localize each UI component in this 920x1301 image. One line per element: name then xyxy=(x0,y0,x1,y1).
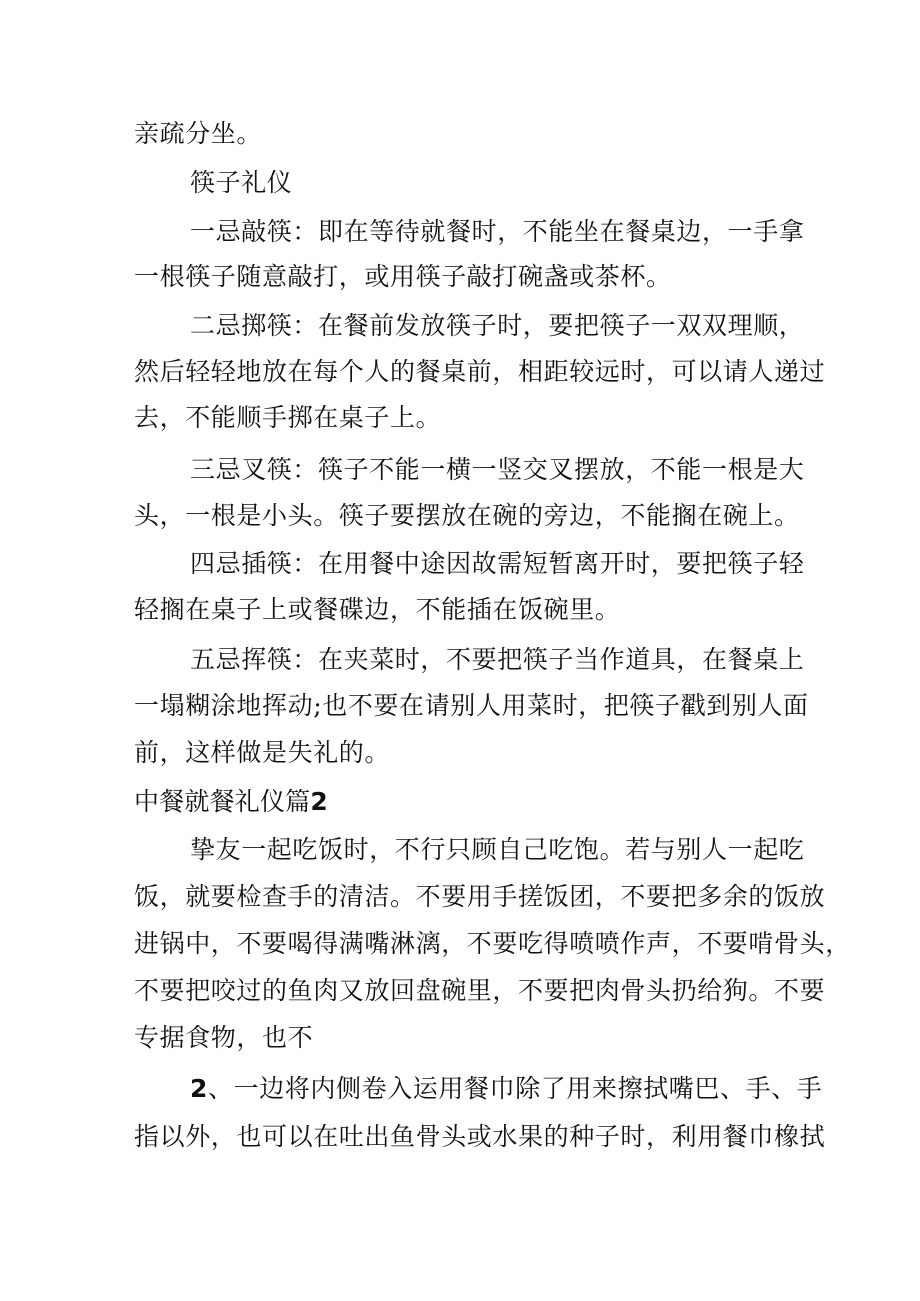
section-heading-number: 2 xyxy=(310,787,329,816)
text-line: 一根筷子随意敲打，或用筷子敲打碗盏或茶杯。 xyxy=(134,262,672,291)
text-line: 四忌插筷：在用餐中途因故需短暂离开时，要把筷子轻 xyxy=(190,549,805,578)
text-line: 去，不能顺手掷在桌子上。 xyxy=(134,403,442,432)
text-line: 头，一根是小头。筷子要摆放在碗的旁边，不能搁在碗上。 xyxy=(134,501,800,530)
text-line: 饭，就要检查手的清洁。不要用手搓饭团，不要把多余的饭放 xyxy=(134,882,826,911)
text-line: 五忌挥筷：在夹菜时，不要把筷子当作道具，在餐桌上 xyxy=(190,645,805,674)
text-line: 专据食物，也不 xyxy=(134,1023,314,1052)
text-line: 不要把咬过的鱼肉又放回盘碗里，不要把肉骨头扔给狗。不要 xyxy=(134,976,826,1005)
section-title-chopsticks: 筷子礼仪 xyxy=(190,168,293,197)
text-line: 二忌掷筷：在餐前发放筷子时，要把筷子一双双理顺， xyxy=(190,311,805,340)
paragraph-text: 、一边将内侧卷入运用餐巾除了用来擦拭嘴巴、手、手 xyxy=(208,1074,823,1103)
section-heading-text: 中餐就餐礼仪篇 xyxy=(134,787,311,816)
text-line: 亲疏分坐。 xyxy=(134,119,263,148)
text-line: 前，这样做是失礼的。 xyxy=(134,738,391,767)
text-line: 一塌糊涂地挥动;也不要在请别人用菜时，把筷子戳到别人面 xyxy=(134,691,809,720)
text-line: 指以外，也可以在吐出鱼骨头或水果的种子时，利用餐巾橡拭 xyxy=(134,1122,826,1151)
section-heading xyxy=(134,786,794,818)
text-line: 三忌叉筷：筷子不能一横一竖交叉摆放，不能一根是大 xyxy=(190,455,805,484)
paragraph-number: 2 xyxy=(190,1074,208,1103)
text-line: 一忌敲筷：即在等待就餐时，不能坐在餐桌边，一手拿 xyxy=(190,217,805,246)
text-line: 然后轻轻地放在每个人的餐桌前，相距较远时，可以请人递过 xyxy=(134,357,826,386)
text-line: 进锅中，不要喝得满嘴淋漓，不要吃得喷喷作声，不要啃骨头， xyxy=(134,929,851,958)
text-line: 挚友一起吃饭时，不行只顾自己吃饱。若与别人一起吃 xyxy=(190,835,805,864)
text-line: 轻搁在桌子上或餐碟边，不能插在饭碗里。 xyxy=(134,595,621,624)
numbered-paragraph xyxy=(190,1073,823,1105)
